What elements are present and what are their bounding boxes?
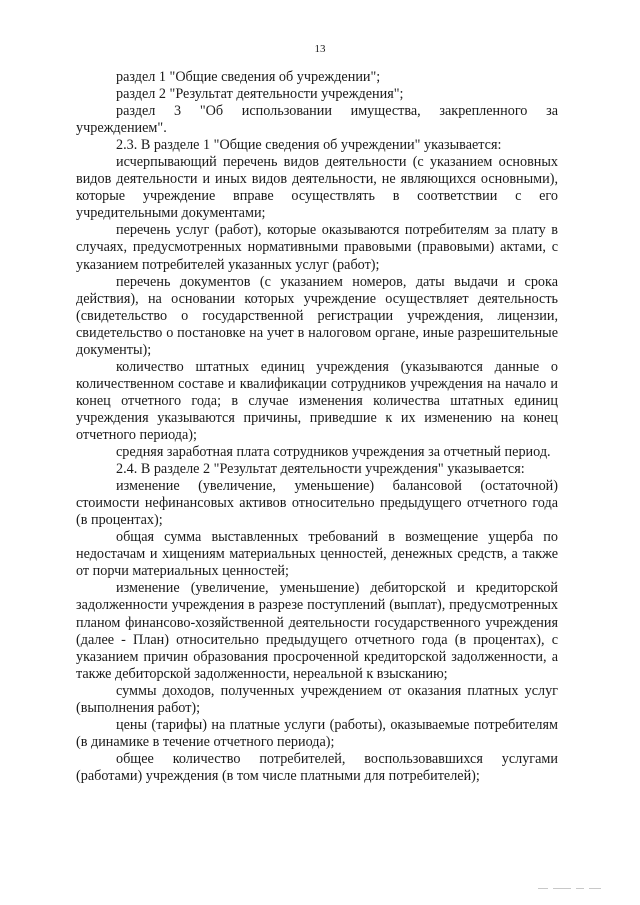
paragraph-activity-list: исчерпывающий перечень видов деятельности (с указанием основных видов деятельности и иных видов деятельности, не являющихся основными), которые учреждение вправе осуществлять в соответствии с его учредительными документами;: [76, 154, 558, 222]
paragraph-consumers-count: общее количество потребителей, воспользовавшихся услугами (работами) учреждения (в том числе платными для потребителей);: [76, 750, 558, 784]
paragraph-damage-claims: общая сумма выставленных требований в возмещение ущерба по недостачам и хищениям материальных ценностей, денежных средств, а также от порчи материальных ценностей;: [76, 529, 558, 580]
paragraph-2-4-heading: 2.4. В разделе 2 "Результат деятельности учреждения" указывается:: [116, 461, 525, 478]
paragraph-paid-services: перечень услуг (работ), которые оказываются потребителям за плату в случаях, предусмотренных нормативными правовыми (правовыми) актами, с указанием потребителей указанных услуг (работ);: [76, 222, 558, 273]
paragraph-asset-change: изменение (увеличение, уменьшение) балансовой (остаточной) стоимости нефинансовых активов относительно предыдущего отчетного года (в процентах);: [76, 478, 558, 529]
paragraph-2-3-heading: 2.3. В разделе 1 "Общие сведения об учреждении" указывается:: [116, 137, 502, 154]
page-number: 13: [314, 43, 326, 55]
paragraph-section-3: раздел 3 "Об использовании имущества, закрепленного за учреждением".: [76, 103, 558, 137]
paragraph-documents-list: перечень документов (с указанием номеров, даты выдачи и срока действия), на основании которых учреждение осуществляет деятельность (свидетельство о государственной регистрации учреждения, лицензии, свидетельство о постановке на учет в налоговом органе, иные разрешительные документы);: [76, 273, 558, 358]
scan-artifact-marks: [538, 888, 618, 894]
paragraph-debt-change: изменение (увеличение, уменьшение) дебиторской и кредиторской задолженности учреждения в разрезе поступлений (выплат), предусмотренных планом финансово-хозяйственной деятельности государственного учреждения (далее - План) относительно предыдущего отчетного года (в процентах), с указанием причин образования просроченной кредиторской задолженности, а также дебиторской задолженности, нереальной к взысканию;: [76, 580, 558, 682]
document-body: [76, 69, 558, 785]
paragraph-income-sums: суммы доходов, полученных учреждением от оказания платных услуг (выполнения работ);: [76, 682, 558, 716]
paragraph-section-1: раздел 1 "Общие сведения об учреждении";: [116, 69, 381, 85]
paragraph-staff-count: количество штатных единиц учреждения (указываются данные о количественном составе и квалификации сотрудников учреждения на начало и конец отчетного года; в случае изменения количества штатных единиц учреждения указываются причины, приведшие к их изменению на конец отчетного периода);: [76, 358, 558, 443]
paragraph-prices: цены (тарифы) на платные услуги (работы), оказываемые потребителям (в динамике в течение отчетного периода);: [76, 716, 558, 750]
paragraph-average-salary: средняя заработная плата сотрудников учреждения за отчетный период.: [116, 444, 551, 461]
paragraph-section-2: раздел 2 "Результат деятельности учреждения";: [116, 86, 404, 103]
